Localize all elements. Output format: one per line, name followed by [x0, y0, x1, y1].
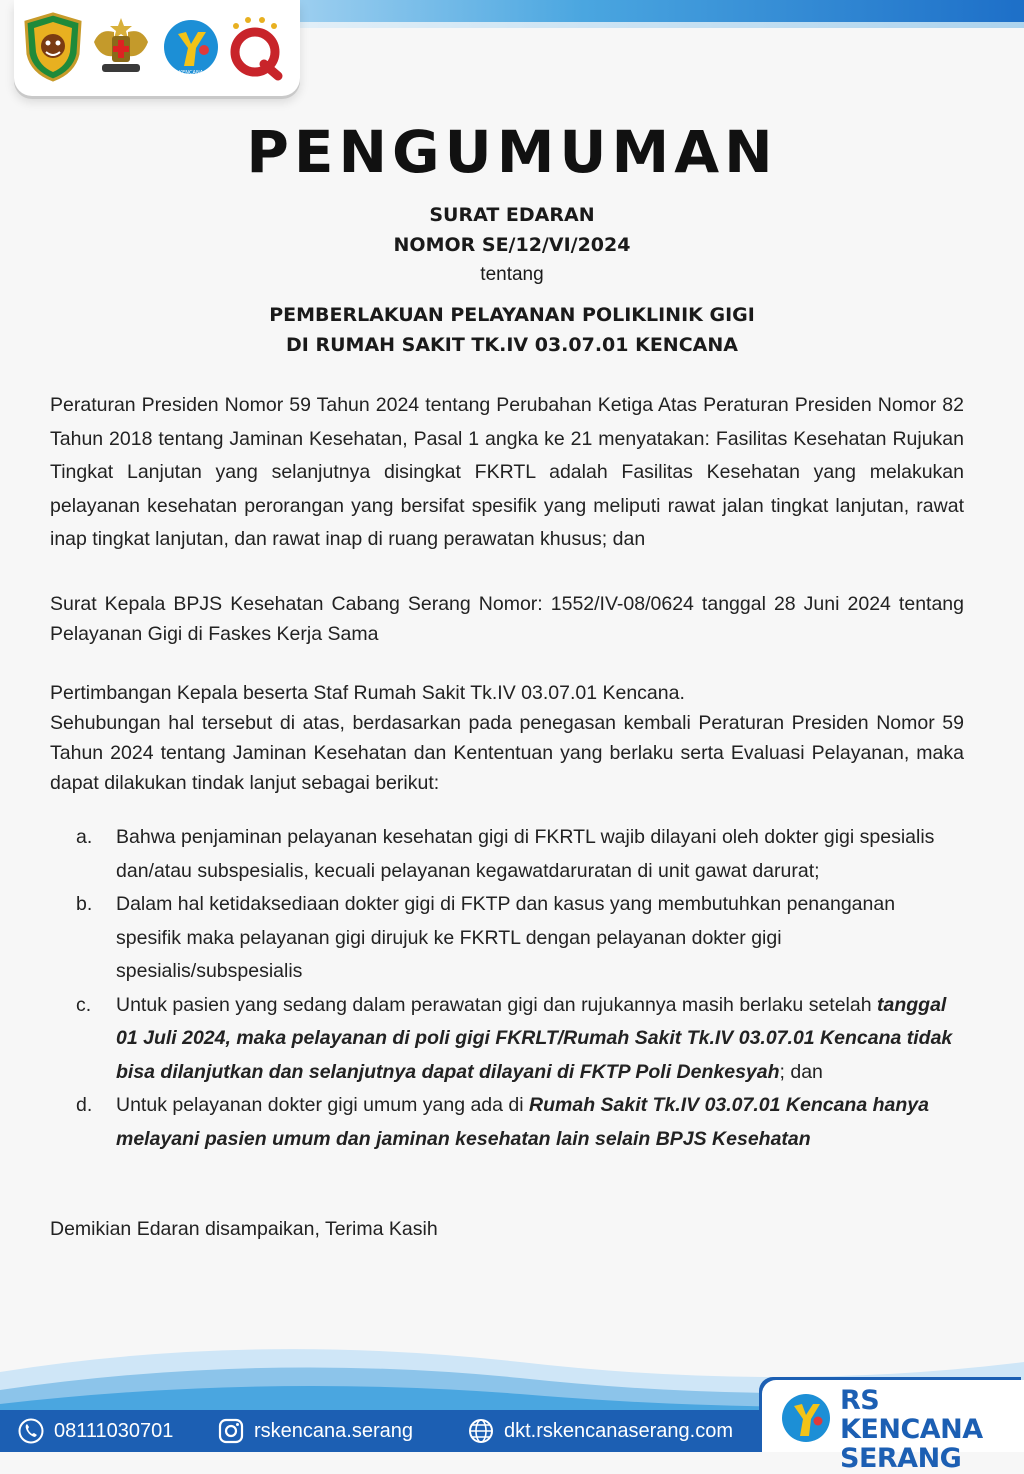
list-item-text: Dalam hal ketidaksediaan dokter gigi di FKTP dan kasus yang membutuhkan penanganan spesifik maka pelayanan gigi dirujuk ke FKRTL dengan pelayanan dokter gigi spesialis/subspesialis [116, 893, 896, 982]
document-number: NOMOR SE/12/VI/2024 [393, 234, 631, 256]
paragraph-3b-text: Sehubungan hal tersebut di atas, berdasarkan pada penegasan kembali Peraturan Presiden Nomor 59 Tahun 2024 tentang Jaminan Kesehatan dan Kententuan yang berlaku serta Evaluasi Pelayanan, maka dapat dilakukan tindak lanjut sebagai berikut: [50, 712, 964, 794]
list-marker: d. [76, 1094, 93, 1116]
list-marker: b. [76, 893, 93, 915]
army-health-emblem-icon [90, 12, 152, 82]
paragraph-consideration [50, 678, 964, 798]
paragraph-3a-text: Pertimbangan Kepala beserta Staf Rumah Sakit Tk.IV 03.07.01 Kencana. [50, 682, 685, 704]
list-marker: a. [76, 826, 93, 848]
top-accent-stripe-light [300, 22, 1024, 28]
rs-kencana-logo-icon [780, 1388, 832, 1448]
paragraph-1-text: Peraturan Presiden Nomor 59 Tahun 2024 tentang Perubahan Ketiga Atas Peraturan Presiden Nomor 82 Tahun 2018 tentang Jaminan Kesehatan, Pasal 1 angka ke 21 menyatakan: Fasilitas Kesehatan Rujukan Tingkat Lanjutan yang selanjutnya disingkat FKRTL adalah Fasilitas Kesehatan yang melakukan pelayanan kesehatan perorangan yang bersifat spesifik yang meliputi rawat jalan tingkat lanjutan, rawat inap tingkat lanjutan, dan rawat inap di ruang perawatan khusus; dan [50, 394, 964, 550]
list-item-b [50, 888, 964, 989]
paragraph-2-text: Surat Kepala BPJS Kesehatan Cabang Serang Nomor: 1552/IV-08/0624 tanggal 28 Juni 2024 tentang Pelayanan Gigi di Faskes Kerja Sama [50, 593, 964, 645]
list-item-text: Untuk pasien yang sedang dalam perawatan gigi dan rujukannya masih berlaku setelah [116, 993, 872, 1016]
list-item-text: Bahwa penjaminan pelayanan kesehatan gigi di FKRTL wajib dilayani oleh dokter gigi spesialis dan/atau subspesialis, kecuali pelayanan kegawatdaruratan di unit gawat darurat; [116, 826, 935, 882]
footer-brand-panel [762, 1380, 1024, 1474]
phone-number: 08111030701 [54, 1419, 174, 1442]
list-item-text: Untuk pelayanan dokter gigi umum yang ada di [116, 1094, 524, 1116]
paragraph-bpjs-letter [50, 589, 964, 649]
globe-icon [468, 1418, 494, 1444]
page-title: PENGUMUMAN [246, 118, 778, 186]
tentang-label: tentang [480, 264, 544, 285]
list-item-emphasis: Rumah Sakit Tk.IV 03.07.01 Kencana hanya melayani pasien umum dan jaminan kesehatan lain selain BPJS Kesehatan [116, 1094, 929, 1150]
footer-phone[interactable] [18, 1418, 173, 1444]
closing-text: Demikian Edaran disampaikan, Terima Kasih [50, 1218, 438, 1240]
list-marker: c. [76, 993, 92, 1016]
footer-instagram[interactable] [218, 1418, 413, 1444]
list-item-c [50, 989, 964, 1090]
svg-text:KENCANA: KENCANA [178, 70, 204, 76]
quality-seal-icon [224, 12, 286, 82]
brand-name [840, 1386, 1024, 1473]
brand-name-line-1: RS KENCANA [840, 1385, 983, 1445]
paragraph-perpres [50, 389, 964, 557]
biliwangi-emblem-icon [22, 12, 84, 82]
closing-statement [50, 1214, 964, 1244]
document-type: SURAT EDARAN [429, 204, 595, 226]
instagram-icon [218, 1418, 244, 1444]
phone-icon [18, 1418, 44, 1444]
list-item-a [50, 821, 964, 888]
rs-kencana-logo-icon [160, 12, 222, 82]
top-accent-stripe [290, 0, 1024, 22]
list-item-d [50, 1089, 964, 1156]
list-item-emphasis: tanggal 01 Juli 2024, maka pelayanan di poli gigi FKRLT/Rumah Sakit Tk.IV 03.07.01 Kencana tidak bisa dilanjutkan dan selanjutnya dapat dilayani di FKTP Poli Denkesyah [116, 993, 953, 1083]
brand-name-line-2: SERANG [840, 1443, 962, 1474]
website-url: dkt.rskencanaserang.com [504, 1419, 734, 1442]
follow-up-list [50, 821, 964, 1156]
subject-line-1: PEMBERLAKUAN PELAYANAN POLIKLINIK GIGI [269, 304, 755, 326]
subject-line-2: DI RUMAH SAKIT TK.IV 03.07.01 KENCANA [286, 334, 738, 356]
footer-website[interactable] [468, 1418, 733, 1444]
header-logo-panel [14, 0, 300, 96]
list-item-text-end: ; dan [779, 1060, 823, 1083]
instagram-handle: rskencana.serang [254, 1419, 413, 1442]
